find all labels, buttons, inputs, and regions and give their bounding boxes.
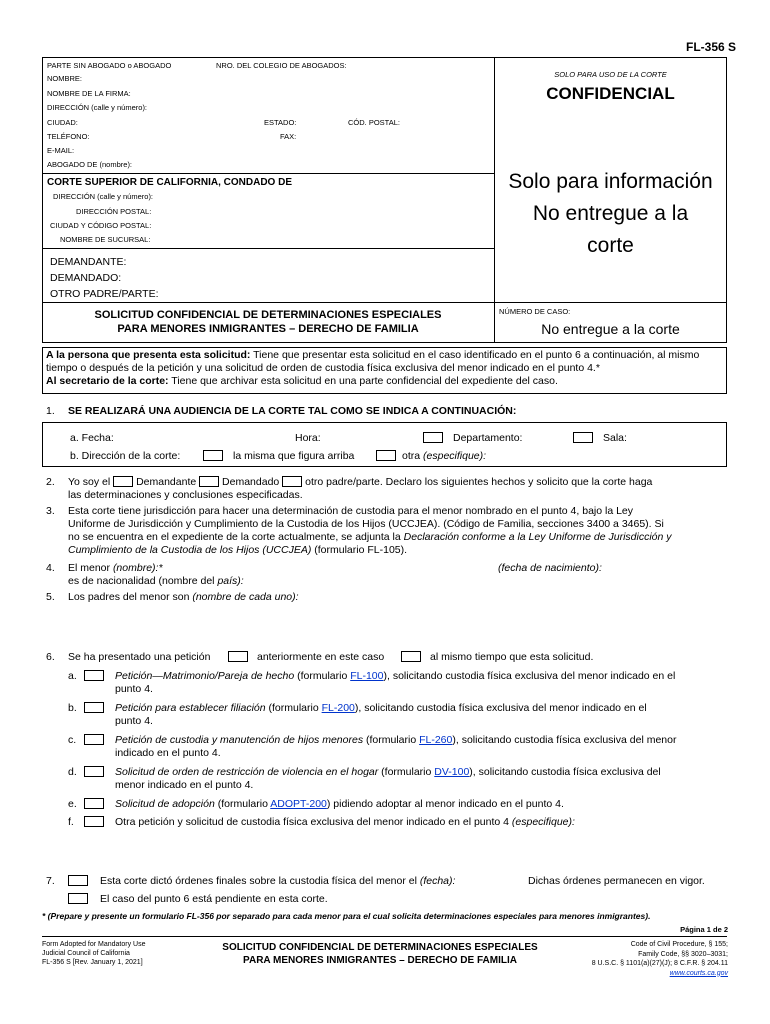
other-address-specify: (especifique): (423, 450, 487, 462)
case-number-value: No entregue a la corte (541, 321, 680, 337)
instruction-filer (46, 349, 724, 375)
item-6c-letter: c. (68, 734, 77, 746)
child-country-italic: país): (217, 575, 244, 587)
party-divider (42, 248, 495, 249)
item-6e-letter: e. (68, 798, 77, 810)
respondent-checkbox[interactable] (199, 476, 219, 487)
parents-lead: Los padres del menor son (68, 591, 193, 603)
form-number: FL-356 S (685, 40, 736, 54)
item-2-number: 2. (46, 476, 55, 488)
item-3-line-4 (68, 544, 728, 557)
previously-filed-checkbox[interactable] (228, 651, 248, 662)
item-3-text (68, 505, 728, 557)
other-parent-label: OTRO PADRE/PARTE: (50, 288, 159, 300)
footer-title-1: SOLICITUD CONFIDENCIAL DE DETERMINACIONES ESPECIALES (222, 942, 538, 953)
item-2-respondent: Demandado (222, 476, 280, 488)
item-3-line-3 (68, 531, 728, 544)
instruction-filer-text: Tiene que presentar esta solicitud en el caso identificado en el punto 6 a continuación, al mismo tiempo o después de la petición y una solicitud de orden de custodia física exclusiva del menor indicado en el punto 4.* (46, 349, 700, 374)
respondent-label: DEMANDADO: (50, 272, 122, 284)
title-divider (42, 302, 727, 303)
item-2-petitioner: Demandante (136, 476, 197, 488)
item-6d-pre: (formulario (378, 766, 435, 778)
item-7-date-italic: (fecha): (419, 875, 456, 887)
footer-right-2: Family Code, §§ 3020–3031; (638, 950, 728, 958)
attorney-for-label: ABOGADO DE (nombre): (47, 160, 133, 169)
parents-italic: (nombre de cada uno): (192, 591, 299, 603)
state-label: ESTADO: (264, 118, 297, 127)
same-address-checkbox[interactable] (203, 450, 223, 461)
item-6e-text (115, 798, 725, 811)
instruction-clerk-text: Tiene que archivar esta solicitud en una parte confidencial del expediente del caso. (168, 375, 558, 387)
item-3-line-3a: no se encuentra en el expediente de la corte actualmente, se adjunta la (68, 531, 404, 543)
item-6b-post: ), solicitando custodia física exclusiva del menor indicado en el (354, 702, 647, 714)
item-3-line-3b: Declaración conforme a la Ley Uniforme de Jurisdicción y (403, 531, 672, 543)
child-lead: El menor (68, 562, 113, 574)
child-nationality-text: es de nacionalidad (nombre del (68, 575, 218, 587)
name-label: NOMBRE: (47, 74, 83, 83)
item-7-remain: Dichas órdenes permanecen en vigor. (528, 875, 705, 887)
footer-right-1: Code of Civil Procedure, § 155; (630, 941, 728, 948)
form-title-line-2: PARA MENORES INMIGRANTES – DERECHO DE FAMILIA (117, 323, 419, 335)
item-6b-checkbox[interactable] (84, 702, 104, 713)
item-6f-letter: f. (68, 816, 74, 828)
address-label: DIRECCIÓN (calle y número): (47, 103, 148, 112)
instruction-clerk-bold: Al secretario de la corte: (46, 375, 169, 387)
item-6d-line-2: menor indicado en el punto 4. (115, 779, 254, 791)
item-2-lead: Yo soy el (68, 476, 111, 488)
instruction-clerk (46, 375, 724, 388)
item-1-heading: SE REALIZARÁ UNA AUDIENCIA DE LA CORTE TAL COMO SE INDICA A CONTINUACIÓN: (68, 405, 517, 417)
court-mailing-label: DIRECCIÓN POSTAL: (76, 207, 152, 216)
item-6b-line-1 (115, 702, 725, 715)
petitioner-label: DEMANDANTE: (50, 256, 127, 268)
hearing-room-label: Sala: (603, 432, 627, 444)
item-6a-post: ), solicitando custodia física exclusiva del menor indicado en el (383, 670, 676, 682)
confidential-label: CONFIDENCIAL (546, 84, 675, 103)
item-3-line-1: Esta corte tiene jurisdicción para hacer una determinación de custodia para el menor nombrado en el punto 4, bajo la Ley (68, 505, 634, 517)
court-use-label: SOLO PARA USO DE LA CORTE (554, 70, 667, 79)
item-4-number: 4. (46, 562, 55, 574)
email-label: E-MAIL: (47, 146, 75, 155)
item-6d-letter: d. (68, 766, 77, 778)
item-6f-text (115, 816, 725, 829)
footer-left-2: Judicial Council of California (42, 950, 130, 957)
item-7-lead (100, 875, 455, 888)
court-city-label: CIUDAD Y CÓDIGO POSTAL: (50, 221, 152, 230)
item-6a-pre: (formulario (294, 670, 351, 682)
form-fl-260-link[interactable]: FL-260 (419, 734, 453, 746)
info-line-2: No entregue a la (532, 202, 689, 225)
other-address-label (402, 450, 486, 463)
item-6f-italic: (especifique): (511, 816, 575, 828)
item-6c-text (115, 734, 725, 760)
item-6d-line-1 (115, 766, 725, 779)
item-2-line-2: las determinaciones y conclusiones especificadas. (68, 489, 303, 501)
item-6b-pre: (formulario (265, 702, 322, 714)
room-checkbox[interactable] (573, 432, 593, 443)
item-6a-letter: a. (68, 670, 77, 682)
case-number-label: NÚMERO DE CASO: (499, 307, 571, 316)
item-5-number: 5. (46, 591, 55, 603)
page-number: Página 1 de 2 (680, 925, 728, 934)
firm-label: NOMBRE DE LA FIRMA: (47, 89, 131, 98)
hearing-time-label: Hora: (295, 432, 321, 444)
item-6a-italic: Petición—Matrimonio/Pareja de hecho (115, 670, 295, 682)
footer-title-2: PARA MENORES INMIGRANTES – DERECHO DE FAMILIA (243, 955, 517, 966)
item-6b-italic: Petición para establecer filiación (115, 702, 266, 714)
item-6d-italic: Solicitud de orden de restricción de violencia en el hogar (115, 766, 379, 778)
item-6a-checkbox[interactable] (84, 670, 104, 681)
item-6-lead: Se ha presentado una petición (68, 651, 211, 663)
footer-left-3: FL-356 S [Rev. January 1, 2021] (42, 959, 143, 966)
courts-website-link[interactable]: www.courts.ca.gov (669, 969, 728, 977)
court-title: CORTE SUPERIOR DE CALIFORNIA, CONDADO DE (47, 177, 293, 188)
item-6b-letter: b. (68, 702, 77, 714)
item-6b-text (115, 702, 725, 728)
form-fl-200-link[interactable]: FL-200 (321, 702, 355, 714)
item-6f-checkbox[interactable] (84, 816, 104, 827)
hearing-date-label: a. Fecha: (70, 432, 114, 444)
item-6d-checkbox[interactable] (84, 766, 104, 777)
item-6f-plain: Otra petición y solicitud de custodia física exclusiva del menor indicado en el punto 4 (115, 816, 512, 828)
bar-number-label: NRO. DEL COLEGIO DE ABOGADOS: (216, 61, 347, 70)
item-3-line-4b: (formulario FL-105). (311, 544, 408, 556)
form-title-line-1: SOLICITUD CONFIDENCIAL DE DETERMINACIONES ESPECIALES (94, 309, 442, 321)
item-7-number: 7. (46, 875, 55, 887)
item-6c-checkbox[interactable] (84, 734, 104, 745)
other-address-text: otra (402, 450, 424, 462)
phone-label: TELÉFONO: (47, 132, 90, 141)
item-3-number: 3. (46, 505, 55, 517)
item-7-lead-text: Esta corte dictó órdenes finales sobre la custodia física del menor el (100, 875, 420, 887)
court-divider (42, 173, 495, 174)
item-6c-post: ), solicitando custodia física exclusiva del menor (452, 734, 677, 746)
zip-label: CÓD. POSTAL: (348, 118, 400, 127)
item-7-pending-checkbox[interactable] (68, 893, 88, 904)
item-3-line-4a: Cumplimiento de la Custodia de los Hijos (UCCJEA) (68, 544, 312, 556)
item-7-checkbox[interactable] (68, 875, 88, 886)
item-3-line-2: Uniforme de Jurisdicción y Cumplimiento de la Custodia de los Hijos (UCCJEA). (Código de Familia, secciones 3400 a 3465). Si (68, 518, 664, 530)
department-checkbox[interactable] (423, 432, 443, 443)
item-6c-pre: (formulario (363, 734, 420, 746)
city-label: CIUDAD: (47, 118, 78, 127)
info-line-1: Solo para información (508, 170, 713, 193)
footnote: * (Prepare y presente un formulario FL-356 por separado para cada menor para el cual solicita determinaciones especiales para menores inmigrantes). (42, 911, 651, 921)
form-adopt-200-link[interactable]: ADOPT-200 (270, 798, 327, 810)
footer-right-3: 8 U.S.C. § 1101(a)(27)(J); 8 C.F.R. § 204.11 (591, 960, 728, 967)
form-title (42, 308, 494, 336)
child-nationality-label (68, 575, 244, 588)
info-line-3: corte (587, 234, 634, 257)
item-6a-line-2: punto 4. (115, 683, 153, 695)
item-6b-line-2: punto 4. (115, 715, 153, 727)
item-6c-italic: Petición de custodia y manutención de hijos menores (115, 734, 364, 746)
court-address-label: b. Dirección de la corte: (70, 450, 181, 462)
parents-label (68, 591, 299, 604)
court-street-label: DIRECCIÓN (calle y número): (53, 192, 154, 201)
item-6c-line-1 (115, 734, 725, 747)
fax-label: FAX: (280, 132, 297, 141)
item-6e-italic: Solicitud de adopción (115, 798, 215, 810)
item-6-number: 6. (46, 651, 55, 663)
same-address-label: la misma que figura arriba (233, 450, 355, 462)
other-party-checkbox[interactable] (282, 476, 302, 487)
footer-title (180, 941, 580, 967)
item-6a-line-1 (115, 670, 725, 683)
footer-left-1: Form Adopted for Mandatory Use (42, 941, 146, 948)
item-1-number: 1. (46, 405, 55, 417)
hearing-dept-label: Departamento: (453, 432, 523, 444)
child-name-italic: (nombre):* (112, 562, 163, 574)
info-only-notice (494, 166, 727, 262)
child-dob-label: (fecha de nacimiento): (498, 562, 602, 574)
item-6e-post: ) pidiendo adoptar al menor indicado en el punto 4. (326, 798, 564, 810)
item-2-other: otro padre/parte. Declaro los siguientes hechos y solicito que la corte haga (305, 476, 653, 488)
item-7-pending-label: El caso del punto 6 está pendiente en esta corte. (100, 893, 328, 905)
same-time-label: al mismo tiempo que esta solicitud. (430, 651, 594, 663)
footer-left (42, 940, 146, 967)
instructions (46, 349, 724, 388)
court-branch-label: NOMBRE DE SUCURSAL: (60, 235, 151, 244)
parties (50, 254, 159, 302)
petitioner-checkbox[interactable] (113, 476, 133, 487)
same-time-checkbox[interactable] (401, 651, 421, 662)
previously-filed-label: anteriormente en este caso (257, 651, 385, 663)
item-6e-checkbox[interactable] (84, 798, 104, 809)
footer-rule (42, 936, 727, 937)
other-address-checkbox[interactable] (376, 450, 396, 461)
item-6d-post: ), solicitando custodia física exclusiva del (469, 766, 661, 778)
form-fl-100-link[interactable]: FL-100 (350, 670, 384, 682)
item-6d-text (115, 766, 725, 792)
item-2-line-1 (68, 476, 728, 489)
footer-right (592, 940, 728, 978)
form-dv-100-link[interactable]: DV-100 (434, 766, 470, 778)
item-6c-line-2: indicado en el punto 4. (115, 747, 221, 759)
attorney-label: PARTE SIN ABOGADO o ABOGADO (47, 61, 172, 70)
child-name-label (68, 562, 163, 575)
instruction-filer-bold: A la persona que presenta esta solicitud: (46, 349, 251, 361)
item-6a-text (115, 670, 725, 696)
item-2-text (68, 476, 728, 502)
item-6e-pre: (formulario (214, 798, 271, 810)
